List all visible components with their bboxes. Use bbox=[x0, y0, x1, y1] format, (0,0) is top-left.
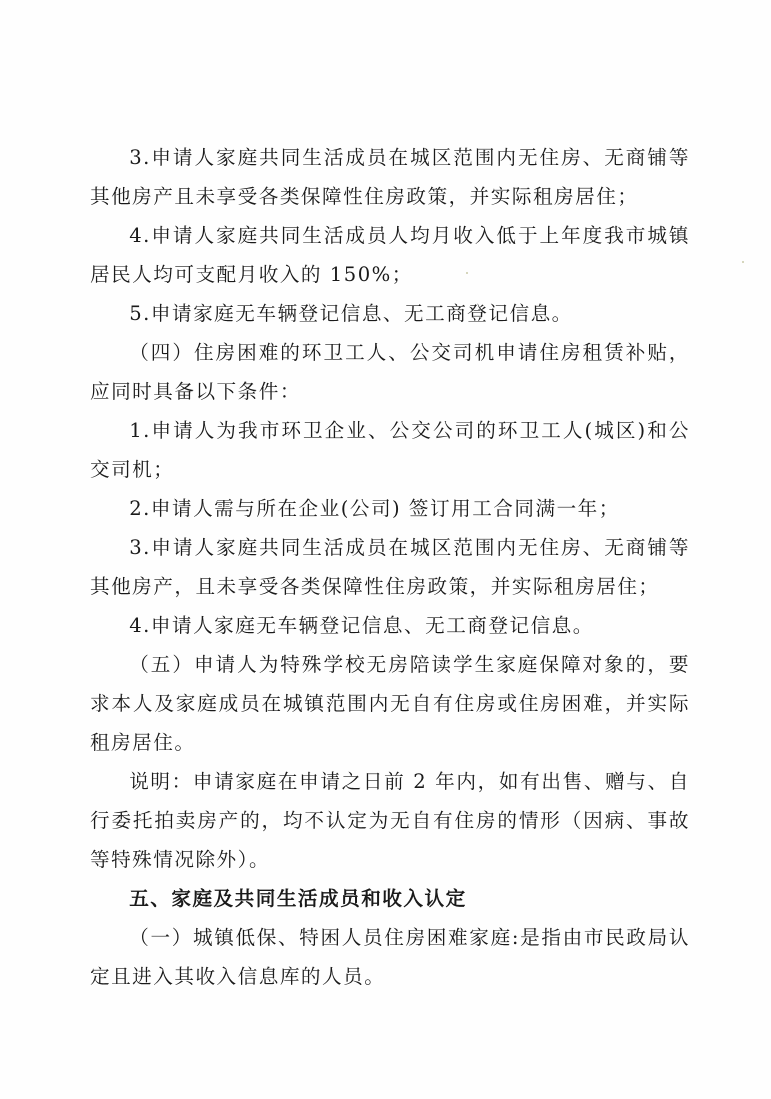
paragraph-section-4-item-4: 4.申请人家庭无车辆登记信息、无工商登记信息。 bbox=[129, 614, 594, 637]
scan-speck bbox=[742, 261, 744, 263]
paragraph-section-5: （五）申请人为特殊学校无房陪读学生家庭保障对象的，要求本人及家庭成员在城镇范围内无自有住房或住房困难，并实际租房居住。 bbox=[90, 653, 690, 754]
paragraph-heading-item-1: （一）城镇低保、特困人员住房困难家庭:是指由市民政局认定且进入其收入信息库的人员。 bbox=[90, 926, 690, 988]
section-heading: 五、家庭及共同生活成员和收入认定 bbox=[129, 887, 467, 910]
paragraph-item-4: 4.申请人家庭共同生活成员人均月收入低于上年度我市城镇居民人均可支配月收入的 150%； bbox=[90, 224, 690, 286]
paragraph-section-4-item-3: 3.申请人家庭共同生活成员在城区范围内无住房、无商铺等其他房产，且未享受各类保障性住房政策，并实际租房居住； bbox=[90, 536, 690, 598]
paragraph-item-3: 3.申请人家庭共同生活成员在城区范围内无住房、无商铺等其他房产且未享受各类保障性住房政策，并实际租房居住； bbox=[90, 146, 690, 208]
document-body bbox=[90, 138, 690, 996]
paragraph-note: 说明：申请家庭在申请之日前 2 年内，如有出售、赠与、自行委托拍卖房产的，均不认定为无自有住房的情形（因病、事故等特殊情况除外）。 bbox=[90, 770, 690, 871]
paragraph-item-5: 5.申请家庭无车辆登记信息、无工商登记信息。 bbox=[129, 302, 573, 325]
paragraph-section-4-item-1: 1.申请人为我市环卫企业、公交公司的环卫工人(城区)和公交司机； bbox=[90, 419, 690, 481]
paragraph-section-4-item-2: 2.申请人需与所在企业(公司) 签订用工合同满一年； bbox=[129, 497, 620, 520]
paragraph-section-4: （四）住房困难的环卫工人、公交司机申请住房租赁补贴，应同时具备以下条件： bbox=[90, 341, 690, 403]
